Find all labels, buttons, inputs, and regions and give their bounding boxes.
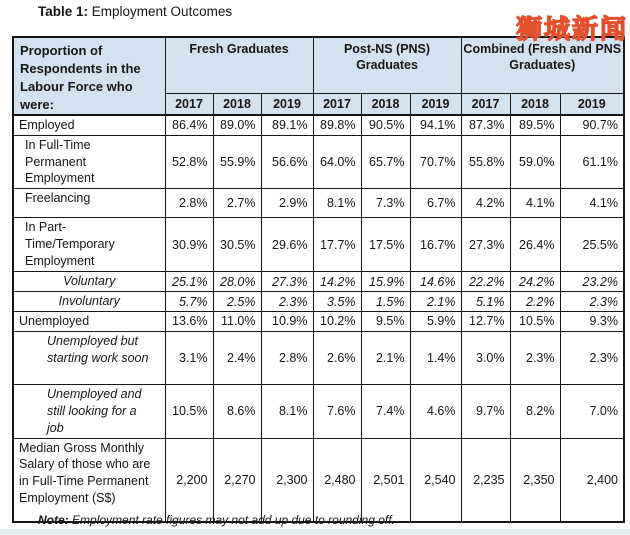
year-header: 2018 — [213, 94, 261, 115]
value-cell: 14.6% — [410, 272, 461, 292]
outcomes-table — [12, 36, 625, 523]
value-cell: 1.5% — [361, 292, 410, 312]
table-row — [13, 135, 624, 189]
group-header: Combined (Fresh and PNS Graduates) — [461, 37, 624, 94]
value-cell: 3.0% — [461, 331, 510, 384]
table-row — [13, 312, 624, 332]
table-title-text: Employment Outcomes — [91, 4, 233, 19]
table-number-label: Table 1: — [38, 4, 89, 19]
value-cell: 2,200 — [165, 438, 213, 522]
row-label: Unemployed and still looking for a job — [13, 384, 165, 438]
value-cell: 2.3% — [560, 331, 624, 384]
value-cell: 3.1% — [165, 331, 213, 384]
value-cell: 7.3% — [361, 189, 410, 218]
value-cell: 89.8% — [313, 115, 361, 135]
value-cell: 10.2% — [313, 312, 361, 332]
value-cell: 52.8% — [165, 135, 213, 189]
value-cell: 30.9% — [165, 218, 213, 272]
value-cell: 89.0% — [213, 115, 261, 135]
value-cell: 2.1% — [361, 331, 410, 384]
value-cell: 2.4% — [213, 331, 261, 384]
row-label: Employed — [13, 115, 165, 135]
value-cell: 27.3% — [261, 272, 313, 292]
value-cell: 4.6% — [410, 384, 461, 438]
row-label: Involuntary — [13, 292, 165, 312]
value-cell: 30.5% — [213, 218, 261, 272]
value-cell: 7.4% — [361, 384, 410, 438]
table-row — [13, 384, 624, 438]
value-cell: 2,350 — [510, 438, 560, 522]
footnote — [38, 513, 395, 527]
value-cell: 86.4% — [165, 115, 213, 135]
row-label: In Part-Time/Temporary Employment — [13, 218, 165, 272]
value-cell: 70.7% — [410, 135, 461, 189]
value-cell: 4.1% — [510, 189, 560, 218]
value-cell: 2.8% — [165, 189, 213, 218]
value-cell: 2.3% — [560, 292, 624, 312]
table-row — [13, 292, 624, 312]
value-cell: 5.1% — [461, 292, 510, 312]
value-cell: 24.2% — [510, 272, 560, 292]
year-header: 2019 — [261, 94, 313, 115]
table-row — [13, 331, 624, 384]
value-cell: 90.5% — [361, 115, 410, 135]
value-cell: 2,235 — [461, 438, 510, 522]
value-cell: 29.6% — [261, 218, 313, 272]
value-cell: 89.1% — [261, 115, 313, 135]
value-cell: 2,480 — [313, 438, 361, 522]
value-cell: 15.9% — [361, 272, 410, 292]
value-cell: 11.0% — [213, 312, 261, 332]
value-cell: 4.1% — [560, 189, 624, 218]
value-cell: 4.2% — [461, 189, 510, 218]
value-cell: 16.7% — [410, 218, 461, 272]
value-cell: 2.2% — [510, 292, 560, 312]
value-cell: 13.6% — [165, 312, 213, 332]
value-cell: 65.7% — [361, 135, 410, 189]
site-watermark: 狮城新闻 — [515, 14, 628, 44]
page-title — [38, 4, 232, 19]
value-cell: 2.3% — [261, 292, 313, 312]
value-cell: 8.6% — [213, 384, 261, 438]
value-cell: 2,501 — [361, 438, 410, 522]
value-cell: 9.7% — [461, 384, 510, 438]
value-cell: 87.3% — [461, 115, 510, 135]
row-label: In Full-Time Permanent Employment — [13, 135, 165, 189]
table-row — [13, 218, 624, 272]
value-cell: 10.5% — [510, 312, 560, 332]
value-cell: 2,540 — [410, 438, 461, 522]
value-cell: 25.1% — [165, 272, 213, 292]
value-cell: 2.1% — [410, 292, 461, 312]
value-cell: 6.7% — [410, 189, 461, 218]
value-cell: 55.9% — [213, 135, 261, 189]
value-cell: 2.7% — [213, 189, 261, 218]
value-cell: 5.9% — [410, 312, 461, 332]
table-row — [13, 438, 624, 522]
row-label: Unemployed but starting work soon — [13, 331, 165, 384]
value-cell: 10.9% — [261, 312, 313, 332]
year-header: 2017 — [461, 94, 510, 115]
group-header: Post-NS (PNS) Graduates — [313, 37, 461, 94]
value-cell: 2.3% — [510, 331, 560, 384]
table-row — [13, 189, 624, 218]
value-cell: 8.2% — [510, 384, 560, 438]
value-cell: 59.0% — [510, 135, 560, 189]
row-label: Median Gross Monthly Salary of those who are in Full-Time Permanent Employment (S$) — [13, 438, 165, 522]
value-cell: 2,400 — [560, 438, 624, 522]
footnote-label: Note: — [38, 513, 69, 527]
year-header: 2017 — [165, 94, 213, 115]
value-cell: 8.1% — [261, 384, 313, 438]
value-cell: 12.7% — [461, 312, 510, 332]
value-cell: 9.3% — [560, 312, 624, 332]
value-cell: 7.6% — [313, 384, 361, 438]
value-cell: 14.2% — [313, 272, 361, 292]
value-cell: 25.5% — [560, 218, 624, 272]
value-cell: 1.4% — [410, 331, 461, 384]
value-cell: 55.8% — [461, 135, 510, 189]
value-cell: 5.7% — [165, 292, 213, 312]
value-cell: 2,270 — [213, 438, 261, 522]
year-header: 2017 — [313, 94, 361, 115]
value-cell: 94.1% — [410, 115, 461, 135]
year-header: 2018 — [510, 94, 560, 115]
value-cell: 27.3% — [461, 218, 510, 272]
value-cell: 61.1% — [560, 135, 624, 189]
value-cell: 56.6% — [261, 135, 313, 189]
bottom-edge-strip — [0, 529, 630, 535]
value-cell: 89.5% — [510, 115, 560, 135]
row-label: Voluntary — [13, 272, 165, 292]
row-label: Freelancing — [13, 189, 165, 218]
footnote-text: Employment rate figures may not add up due to rounding off. — [72, 513, 395, 527]
value-cell: 3.5% — [313, 292, 361, 312]
value-cell: 2,300 — [261, 438, 313, 522]
table-row — [13, 272, 624, 292]
value-cell: 8.1% — [313, 189, 361, 218]
group-header: Fresh Graduates — [165, 37, 313, 94]
value-cell: 2.9% — [261, 189, 313, 218]
row-label: Unemployed — [13, 312, 165, 332]
value-cell: 9.5% — [361, 312, 410, 332]
value-cell: 64.0% — [313, 135, 361, 189]
value-cell: 22.2% — [461, 272, 510, 292]
value-cell: 2.6% — [313, 331, 361, 384]
corner-header: Proportion of Respondents in the Labour Force who were: — [13, 37, 165, 115]
value-cell: 28.0% — [213, 272, 261, 292]
table-row — [13, 115, 624, 135]
value-cell: 26.4% — [510, 218, 560, 272]
value-cell: 2.5% — [213, 292, 261, 312]
value-cell: 90.7% — [560, 115, 624, 135]
value-cell: 10.5% — [165, 384, 213, 438]
value-cell: 7.0% — [560, 384, 624, 438]
value-cell: 17.7% — [313, 218, 361, 272]
value-cell: 2.8% — [261, 331, 313, 384]
year-header: 2019 — [560, 94, 624, 115]
value-cell: 23.2% — [560, 272, 624, 292]
year-header: 2018 — [361, 94, 410, 115]
year-header: 2019 — [410, 94, 461, 115]
value-cell: 17.5% — [361, 218, 410, 272]
